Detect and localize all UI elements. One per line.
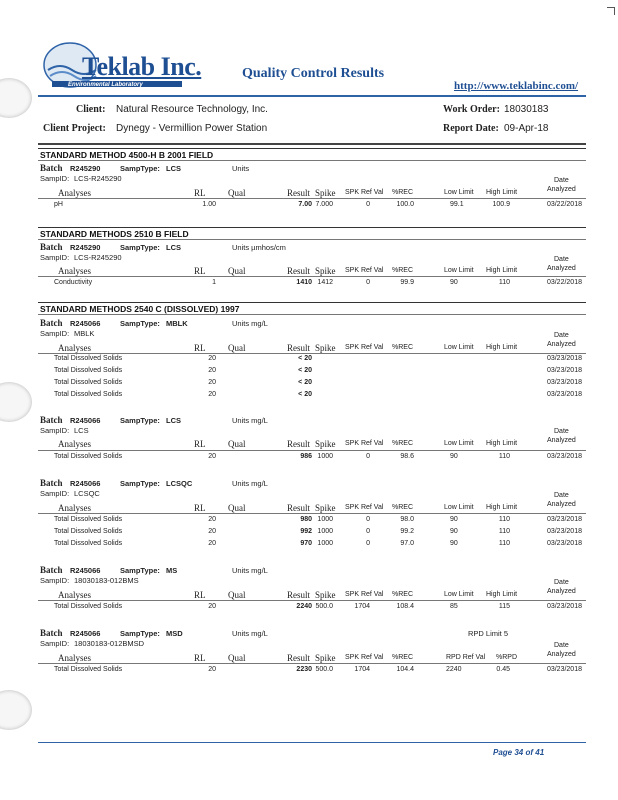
col-rpd: %RPD — [496, 654, 518, 661]
col-spike: Spike — [315, 653, 336, 663]
client-rule — [38, 143, 586, 145]
sampid-value: LCS — [74, 426, 89, 435]
cell-date: 03/23/2018 — [546, 453, 582, 460]
sampid-value: MBLK — [74, 329, 95, 338]
samptype-label: SampType: — [120, 479, 160, 488]
cell-rl: 20 — [208, 379, 216, 386]
sampid-value: 18030183-012BMS — [74, 576, 139, 585]
col-qual: Qual — [228, 503, 246, 513]
cell-result: < 20 — [298, 355, 312, 362]
col-result: Result — [287, 439, 311, 449]
cell-analyte: Total Dissolved Solids — [54, 355, 123, 362]
col-qual: Qual — [228, 439, 246, 449]
cell-date: 03/23/2018 — [546, 355, 582, 362]
cell-date: 03/23/2018 — [546, 666, 582, 673]
cell-spk: 0 — [366, 516, 370, 523]
col-rec: %REC — [392, 591, 414, 598]
col-spike: Spike — [315, 439, 336, 449]
col-rl: RL — [194, 188, 206, 198]
cell-rpd-ref: 2240 — [446, 666, 462, 673]
col-high: High Limit — [486, 267, 518, 274]
col-analyzed: Analyzed — [547, 437, 576, 444]
col-rl: RL — [194, 266, 206, 276]
units-label: Units µmhos/cm — [232, 243, 286, 252]
col-spk-ref: SPK Ref Val — [345, 267, 384, 274]
section-rule — [38, 227, 586, 228]
col-result: Result — [287, 503, 311, 513]
cell-rec: 99.2 — [400, 528, 414, 535]
table-header-rule — [38, 663, 586, 664]
col-qual: Qual — [228, 653, 246, 663]
cell-analyte: Total Dissolved Solids — [54, 540, 123, 547]
col-spike: Spike — [315, 590, 336, 600]
cell-high: 110 — [498, 516, 510, 523]
cell-spk: 0 — [366, 528, 370, 535]
cell-rec: 99.9 — [400, 279, 414, 286]
col-date: Date — [554, 177, 569, 184]
cell-result: < 20 — [298, 391, 312, 398]
units-label: Units mg/L — [232, 566, 268, 575]
report-date-label: Report Date: — [443, 123, 499, 134]
cell-spike: 1000 — [317, 540, 333, 547]
units-label: Units mg/L — [232, 479, 268, 488]
table-header-rule — [38, 600, 586, 601]
col-analyses: Analyses — [58, 653, 91, 663]
client-label: Client: — [76, 104, 106, 115]
cell-spk: 0 — [366, 201, 370, 208]
col-low: Low Limit — [444, 189, 474, 196]
col-analyzed: Analyzed — [547, 186, 576, 193]
cell-spike: 1000 — [317, 453, 333, 460]
sampid-label: SampID: — [40, 489, 70, 498]
cell-result: < 20 — [298, 379, 312, 386]
cell-date: 03/23/2018 — [546, 391, 582, 398]
col-rec: %REC — [392, 189, 414, 196]
cell-rl: 20 — [208, 453, 216, 460]
project-value: Dynegy - Vermillion Power Station — [116, 123, 268, 134]
samptype-label: SampType: — [120, 629, 160, 638]
cell-analyte: Conductivity — [54, 279, 93, 286]
cell-analyte: Total Dissolved Solids — [54, 367, 123, 374]
cell-high: 110 — [498, 453, 510, 460]
page-corner-mark — [607, 7, 615, 15]
sampid-label: SampID: — [40, 576, 70, 585]
col-analyzed: Analyzed — [547, 588, 576, 595]
sampid-label: SampID: — [40, 174, 70, 183]
batch-label: Batch — [40, 478, 63, 488]
cell-low: 99.1 — [450, 201, 464, 208]
cell-rec: 100.0 — [396, 201, 414, 208]
cell-date: 03/23/2018 — [546, 516, 582, 523]
cell-low: 90 — [450, 453, 458, 460]
col-high: High Limit — [486, 344, 518, 351]
cell-date: 03/22/2018 — [546, 279, 582, 286]
col-date: Date — [554, 642, 569, 649]
cell-high: 110 — [498, 540, 510, 547]
section-rule — [38, 302, 586, 303]
cell-result: 1410 — [296, 279, 312, 286]
col-spike: Spike — [315, 503, 336, 513]
col-analyzed: Analyzed — [547, 265, 576, 272]
col-spk-ref: SPK Ref Val — [345, 440, 384, 447]
samptype-label: SampType: — [120, 164, 160, 173]
col-low: Low Limit — [444, 440, 474, 447]
col-spike: Spike — [315, 266, 336, 276]
col-analyses: Analyses — [58, 503, 91, 513]
samptype-value: LCS — [166, 243, 181, 252]
col-qual: Qual — [228, 188, 246, 198]
samptype-value: MBLK — [166, 319, 188, 328]
col-qual: Qual — [228, 590, 246, 600]
col-spk-ref: SPK Ref Val — [345, 344, 384, 351]
batch-label: Batch — [40, 242, 63, 252]
col-high: High Limit — [486, 189, 518, 196]
col-rpd-ref: RPD Ref Val — [446, 654, 486, 661]
company-url[interactable]: http://www.teklabinc.com/ — [454, 80, 579, 92]
batch-id: R245066 — [70, 479, 101, 488]
client-value: Natural Resource Technology, Inc. — [116, 104, 268, 115]
sampid-value: LCSQC — [74, 489, 100, 498]
cell-analyte: Total Dissolved Solids — [54, 603, 123, 610]
cell-rl: 20 — [208, 391, 216, 398]
report-title: Quality Control Results — [242, 66, 385, 81]
cell-high: 110 — [498, 279, 510, 286]
cell-rl: 1.00 — [202, 201, 216, 208]
samptype-label: SampType: — [120, 319, 160, 328]
cell-result: 2240 — [296, 603, 312, 610]
page-number: Page 34 of 41 — [493, 748, 545, 757]
cell-spike: 1000 — [317, 516, 333, 523]
col-rl: RL — [194, 590, 206, 600]
table-header-rule — [38, 276, 586, 277]
cell-high: 110 — [498, 528, 510, 535]
col-rl: RL — [194, 503, 206, 513]
cell-rec: 104.4 — [396, 666, 414, 673]
batch-id: R245290 — [70, 164, 101, 173]
col-rec: %REC — [392, 344, 414, 351]
units-label: Units mg/L — [232, 319, 268, 328]
table-header-rule — [38, 353, 586, 354]
section-rule — [38, 148, 586, 149]
col-date: Date — [554, 256, 569, 263]
cell-date: 03/23/2018 — [546, 603, 582, 610]
col-analyses: Analyses — [58, 343, 91, 353]
cell-result: 7.00 — [298, 201, 312, 208]
cell-high: 115 — [498, 603, 510, 610]
cell-analyte: Total Dissolved Solids — [54, 516, 123, 523]
col-spike: Spike — [315, 343, 336, 353]
samptype-value: LCSQC — [166, 479, 193, 488]
batch-label: Batch — [40, 628, 63, 638]
col-spk-ref: SPK Ref Val — [345, 654, 384, 661]
cell-spk: 0 — [366, 279, 370, 286]
header-rule — [38, 95, 586, 97]
cell-low: 85 — [450, 603, 458, 610]
cell-rl: 20 — [208, 603, 216, 610]
samptype-value: LCS — [166, 416, 181, 425]
col-rl: RL — [194, 343, 206, 353]
cell-rl: 20 — [208, 666, 216, 673]
col-result: Result — [287, 343, 311, 353]
cell-analyte: Total Dissolved Solids — [54, 391, 123, 398]
section-title: STANDARD METHOD 4500-H B 2001 FIELD — [40, 150, 214, 160]
cell-result: 970 — [300, 540, 312, 547]
sampid-label: SampID: — [40, 426, 70, 435]
batch-id: R245290 — [70, 243, 101, 252]
col-result: Result — [287, 266, 311, 276]
batch-label: Batch — [40, 318, 63, 328]
col-result: Result — [287, 590, 311, 600]
cell-spike: 500.0 — [315, 603, 333, 610]
col-analyses: Analyses — [58, 266, 91, 276]
cell-rl: 20 — [208, 540, 216, 547]
col-result: Result — [287, 188, 311, 198]
cell-analyte: Total Dissolved Solids — [54, 379, 123, 386]
section-title: STANDARD METHODS 2540 C (DISSOLVED) 1997 — [40, 304, 240, 314]
col-spk-ref: SPK Ref Val — [345, 591, 384, 598]
col-analyses: Analyses — [58, 590, 91, 600]
samptype-value: MS — [166, 566, 178, 575]
section-title: STANDARD METHODS 2510 B FIELD — [40, 229, 189, 239]
sampid-value: LCS-R245290 — [74, 253, 122, 262]
col-analyses: Analyses — [58, 439, 91, 449]
sampid-label: SampID: — [40, 253, 70, 262]
punch-hole-top — [0, 78, 32, 118]
cell-rpd: 0.45 — [496, 666, 510, 673]
cell-spk: 1704 — [354, 603, 370, 610]
col-date: Date — [554, 332, 569, 339]
batch-label: Batch — [40, 415, 63, 425]
samptype-label: SampType: — [120, 566, 160, 575]
col-spike: Spike — [315, 188, 336, 198]
batch-id: R245066 — [70, 416, 101, 425]
company-subtitle: Environmental Laboratory — [68, 82, 143, 88]
cell-spike: 1000 — [317, 528, 333, 535]
punch-hole-bottom — [0, 690, 32, 730]
col-analyses: Analyses — [58, 188, 91, 198]
col-analyzed: Analyzed — [547, 341, 576, 348]
company-name: Teklab Inc. — [82, 52, 202, 81]
cell-result: 2230 — [296, 666, 312, 673]
col-high: High Limit — [486, 504, 518, 511]
table-header-rule — [38, 450, 586, 451]
cell-result: 986 — [300, 453, 312, 460]
sampid-value: LCS-R245290 — [74, 174, 122, 183]
sampid-value: 18030183-012BMSD — [74, 639, 145, 648]
cell-rec: 108.4 — [396, 603, 414, 610]
col-date: Date — [554, 579, 569, 586]
samptype-value: LCS — [166, 164, 181, 173]
report-date-value: 09-Apr-18 — [504, 123, 549, 134]
section-underline — [38, 314, 586, 315]
table-header-rule — [38, 198, 586, 199]
col-high: High Limit — [486, 591, 518, 598]
cell-rec: 97.0 — [400, 540, 414, 547]
col-date: Date — [554, 492, 569, 499]
cell-analyte: pH — [54, 201, 63, 208]
cell-high: 100.9 — [492, 201, 510, 208]
cell-spk: 0 — [366, 453, 370, 460]
cell-spike: 500.0 — [315, 666, 333, 673]
cell-spike: 1412 — [317, 279, 333, 286]
col-result: Result — [287, 653, 311, 663]
table-header-rule — [38, 513, 586, 514]
cell-low: 90 — [450, 540, 458, 547]
col-spk-ref: SPK Ref Val — [345, 189, 384, 196]
samptype-label: SampType: — [120, 416, 160, 425]
col-date: Date — [554, 428, 569, 435]
work-order-label: Work Order: — [443, 104, 500, 115]
cell-date: 03/22/2018 — [546, 201, 582, 208]
samptype-label: SampType: — [120, 243, 160, 252]
cell-spk: 0 — [366, 540, 370, 547]
work-order-value: 18030183 — [504, 104, 549, 115]
batch-id: R245066 — [70, 629, 101, 638]
cell-rl: 20 — [208, 355, 216, 362]
sampid-label: SampID: — [40, 329, 70, 338]
cell-low: 90 — [450, 516, 458, 523]
cell-low: 90 — [450, 279, 458, 286]
col-rec: %REC — [392, 504, 414, 511]
cell-rl: 1 — [212, 279, 216, 286]
col-qual: Qual — [228, 343, 246, 353]
units-label: Units mg/L — [232, 629, 268, 638]
col-rl: RL — [194, 653, 206, 663]
batch-label: Batch — [40, 565, 63, 575]
cell-result: 992 — [300, 528, 312, 535]
cell-rl: 20 — [208, 367, 216, 374]
cell-analyte: Total Dissolved Solids — [54, 453, 123, 460]
cell-spk: 1704 — [354, 666, 370, 673]
cell-result: < 20 — [298, 367, 312, 374]
cell-date: 03/23/2018 — [546, 528, 582, 535]
cell-analyte: Total Dissolved Solids — [54, 666, 123, 673]
batch-label: Batch — [40, 163, 63, 173]
col-analyzed: Analyzed — [547, 501, 576, 508]
col-rec: %REC — [392, 440, 414, 447]
cell-analyte: Total Dissolved Solids — [54, 528, 123, 535]
punch-hole-middle — [0, 382, 32, 422]
col-low: Low Limit — [444, 267, 474, 274]
footer-rule — [38, 742, 586, 743]
col-low: Low Limit — [444, 344, 474, 351]
cell-date: 03/23/2018 — [546, 540, 582, 547]
cell-rec: 98.0 — [400, 516, 414, 523]
col-low: Low Limit — [444, 504, 474, 511]
cell-spike: 7.000 — [315, 201, 333, 208]
col-rl: RL — [194, 439, 206, 449]
cell-rl: 20 — [208, 516, 216, 523]
batch-id: R245066 — [70, 319, 101, 328]
cell-low: 90 — [450, 528, 458, 535]
cell-result: 980 — [300, 516, 312, 523]
col-analyzed: Analyzed — [547, 651, 576, 658]
section-underline — [38, 160, 586, 161]
col-low: Low Limit — [444, 591, 474, 598]
cell-date: 03/23/2018 — [546, 379, 582, 386]
units-label: Units mg/L — [232, 416, 268, 425]
cell-rec: 98.6 — [400, 453, 414, 460]
col-rec: %REC — [392, 267, 414, 274]
rpd-limit: RPD Limit 5 — [468, 629, 509, 638]
col-high: High Limit — [486, 440, 518, 447]
col-qual: Qual — [228, 266, 246, 276]
col-spk-ref: SPK Ref Val — [345, 504, 384, 511]
project-label: Client Project: — [43, 123, 106, 134]
sampid-label: SampID: — [40, 639, 70, 648]
cell-date: 03/23/2018 — [546, 367, 582, 374]
batch-id: R245066 — [70, 566, 101, 575]
samptype-value: MSD — [166, 629, 183, 638]
col-rec: %REC — [392, 654, 414, 661]
units-label: Units — [232, 164, 250, 173]
section-underline — [38, 239, 586, 240]
cell-rl: 20 — [208, 528, 216, 535]
